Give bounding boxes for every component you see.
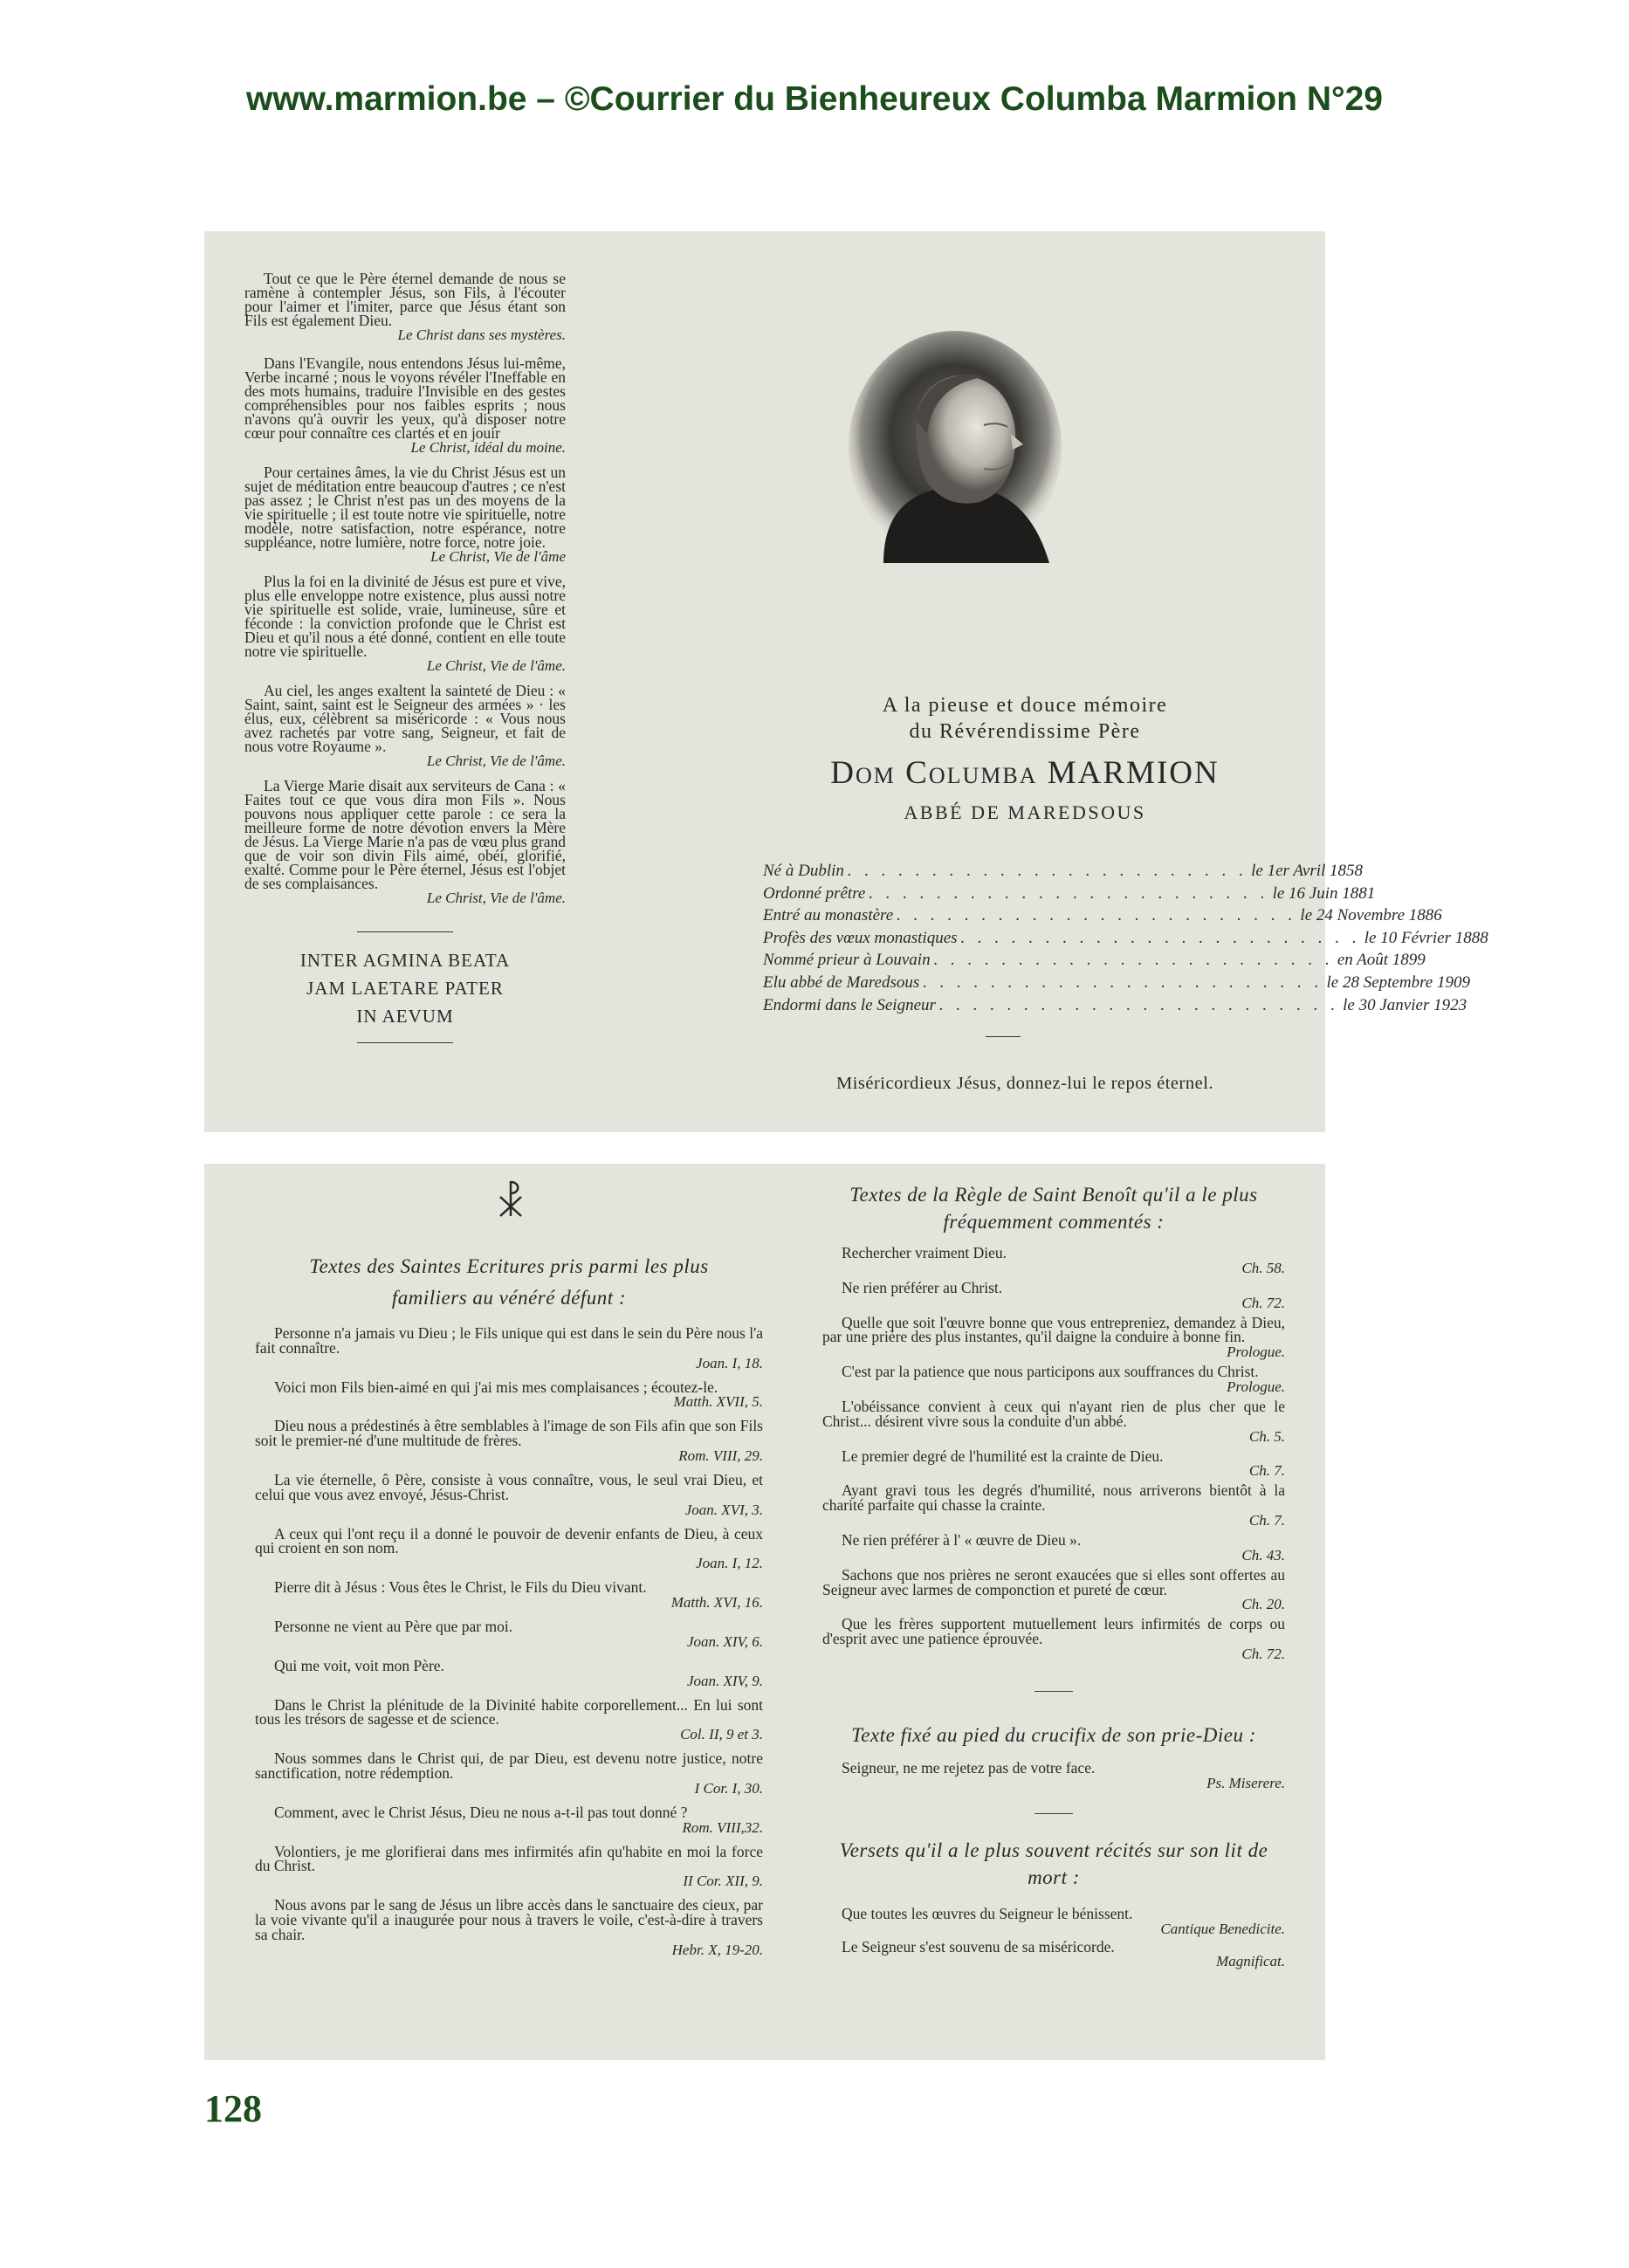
date-value: le 28 Septembre 1909 — [1326, 972, 1470, 992]
scripture-text: La vie éternelle, ô Père, consiste à vous connaître, vous, le seul vrai Dieu, et celui que vous avez envoyé, Jésus-Christ. — [255, 1470, 763, 1503]
motto-line: JAM LAETARE PATER — [306, 978, 504, 999]
dot-leader: . . . . . . . . . . . . . . . . . . . . . . . . — [938, 995, 1340, 1014]
scripture-item — [255, 1419, 763, 1463]
scripture-source: Hebr. X, 19-20. — [671, 1941, 763, 1958]
quote-text: La Vierge Marie disait aux serviteurs de Cana : « Faites tout ce que vous dira mon Fils ». Nous pouvons nous appliquer cette parole : ce sera la meilleure forme de notre dévotion envers la Mère de Jésus. La Vierge Marie n'a pas de vœu plus grand que de voir son divin Fils aimé, obéi, glorifié, exalté. Comme pour le Père éternel, Jésus est l'objet de ses complaisances. — [244, 777, 566, 892]
deceased-name: Dom Columba MARMION — [830, 755, 1220, 791]
rule-item — [822, 1399, 1285, 1444]
quote-text: Dans l'Evangile, nous entendons Jésus lui-même, Verbe incarné ; nous le voyons révéler l'Ineffable en des mots humains, traduire l'Invisible en des gestes compréhensibles pour nos faibles esprits ; nous n'avons qu'à ouvrir les yeux, qu'à disposer notre cœur pour connaître ces clartés et en jouir — [244, 354, 566, 442]
rule-source: Ch. 7. — [1248, 1511, 1285, 1529]
quote-paragraph — [244, 779, 566, 905]
date-row — [763, 927, 1488, 950]
memorial-line-2: du Révérendissime Père — [909, 720, 1141, 743]
verse-text: Que toutes les œuvres du Seigneur le bénissent. — [842, 1904, 1133, 1922]
quote-text: Tout ce que le Père éternel demande de nous se ramène à contempler Jésus, son Fils, à l'écouter pour l'aimer et l'imiter, parce que Jésus étant son Fils est également Dieu. — [244, 270, 566, 329]
scripture-item — [255, 1326, 763, 1371]
rule-source: Ch. 72. — [1241, 1294, 1285, 1311]
closing-prayer: Miséricordieux Jésus, donnez-lui le repos éternel. — [835, 1074, 1214, 1093]
rule-item — [822, 1246, 1285, 1275]
scripture-item — [255, 1656, 763, 1689]
divider — [1034, 1813, 1073, 1814]
scripture-text: Nous avons par le sang de Jésus un libre accès dans le sanctuaire des cieux, par la voie vivante qu'il a inaugurée pour nous à travers le voile, c'est-à-dire à travers sa chair. — [255, 1896, 763, 1943]
scripture-source: I Cor. I, 30. — [694, 1779, 763, 1797]
rule-source: Ch. 72. — [1241, 1645, 1285, 1662]
date-label: Elu abbé de Maredsous — [763, 972, 920, 992]
scripture-item — [255, 1524, 763, 1572]
scripture-text: Dieu nous a prédestinés à être semblables à l'image de son Fils afin que son Fils soit le premier-né d'une multitude de frères. — [255, 1417, 763, 1450]
verse-source: Cantique Benedicite. — [1160, 1920, 1285, 1937]
date-row — [763, 994, 1467, 1017]
quote-paragraph — [244, 356, 566, 455]
rule-text: Sachons que nos prières ne seront exaucées que si elles sont offertes au Seigneur avec larmes de componction et pureté de cœur. — [822, 1565, 1285, 1598]
scripture-text: Qui me voit, voit mon Père. — [274, 1656, 444, 1674]
divider — [986, 1036, 1021, 1037]
scripture-text: Volontiers, je me glorifierai dans mes infirmités afin qu'habite en moi la force du Christ. — [255, 1842, 763, 1875]
memorial-line-1: A la pieuse et douce mémoire — [882, 694, 1168, 717]
quote-source: Le Christ, Vie de l'âme — [430, 548, 566, 565]
memorial-card-back — [204, 1164, 1325, 2060]
quote-paragraph — [244, 574, 566, 673]
date-row — [763, 972, 1470, 994]
scripture-item — [255, 1580, 763, 1610]
scripture-source: Col. II, 9 et 3. — [680, 1726, 763, 1743]
scripture-text: A ceux qui l'ont reçu il a donné le pouvoir de devenir enfants de Dieu, à ceux qui croient en son nom. — [255, 1524, 763, 1557]
rule-text: Le premier degré de l'humilité est la crainte de Dieu. — [842, 1447, 1164, 1465]
rule-text: Ayant gravi tous les degrés d'humilité, nous arriverons bientôt à la charité parfaite qui chasse la crainte. — [822, 1481, 1285, 1515]
rule-text: Ne rien préférer au Christ. — [842, 1278, 1003, 1296]
quote-paragraph — [244, 271, 566, 342]
rule-source: Prologue. — [1227, 1378, 1285, 1395]
scripture-text: Nous sommes dans le Christ qui, de par Dieu, est devenu notre justice, notre sanctification, notre rédemption. — [255, 1749, 763, 1782]
verse-item — [822, 1904, 1285, 1937]
scripture-item — [255, 1619, 763, 1649]
dot-leader: . . . . . . . . . . . . . . . . . . . . . . . . — [897, 906, 1297, 925]
page-number: 128 — [204, 2087, 262, 2130]
rule-source: Ch. 7. — [1248, 1462, 1285, 1480]
crucifix-text: Seigneur, ne me rejetez pas de votre face. — [842, 1758, 1096, 1777]
scripture-source: Joan. I, 12. — [696, 1555, 763, 1572]
rule-source: Ch. 20. — [1241, 1596, 1285, 1613]
portrait-image — [849, 338, 1062, 563]
scripture-item — [255, 1470, 763, 1518]
date-value: le 30 Janvier 1923 — [1343, 995, 1467, 1014]
quote-text: Au ciel, les anges exaltent la sainteté de Dieu : « Saint, saint, saint est le Seigneur des armées » · les élus, eux, célèbrent sa miséricorde : « Vous nous avez rachetés par votre sang, Seigneur, et fait de nous votre Royaume ». — [244, 682, 566, 755]
date-value: le 16 Juin 1881 — [1272, 883, 1376, 903]
scripture-text: Voici mon Fils bien-aimé en qui j'ai mis mes complaisances ; écoutez-le. — [274, 1378, 718, 1396]
date-label: Nommé prieur à Louvain — [763, 951, 931, 970]
dot-leader: . . . . . . . . . . . . . . . . . . . . . . . . — [960, 928, 1361, 947]
rule-text: L'obéissance convient à ceux qui n'ayant rien de plus cher que le Christ... désirent vivre sous la conduite d'un abbé. — [822, 1397, 1285, 1430]
date-value: le 24 Novembre 1886 — [1300, 906, 1442, 925]
scripture-source: II Cor. XII, 9. — [683, 1873, 763, 1890]
motto-line: IN AEVUM — [356, 1006, 454, 1027]
rule-text: Rechercher vraiment Dieu. — [842, 1244, 1007, 1261]
date-row — [763, 904, 1442, 927]
site-header: www.marmion.be – ©Courrier du Bienheureux Columba Marmion N°29 — [246, 80, 1383, 118]
quote-text: Plus la foi en la divinité de Jésus est pure et vive, plus elle enveloppe notre existence, plus aussi notre vie spirituelle est solide, vraie, lumineuse, sûre et féconde : la conviction profonde que le Christ est Dieu et qu'il nous a été donné, contient en elle toute notre vie spirituelle. — [244, 573, 566, 660]
dot-leader: . . . . . . . . . . . . . . . . . . . . . . . . — [933, 951, 1334, 970]
scripture-source: Matth. XVII, 5. — [673, 1393, 763, 1411]
date-row — [763, 860, 1364, 883]
scripture-source: Joan. XIV, 6. — [686, 1632, 763, 1650]
rule-item — [822, 1483, 1285, 1528]
motto-line: INTER AGMINA BEATA — [299, 950, 511, 971]
rule-item — [822, 1449, 1285, 1479]
rule-source: Ch. 5. — [1248, 1427, 1285, 1445]
scripture-source: Rom. VIII, 29. — [678, 1447, 763, 1464]
crucifix-text-item — [822, 1758, 1285, 1791]
divider — [357, 1042, 453, 1043]
verse-source: Magnificat. — [1216, 1953, 1285, 1970]
date-value: le 10 Février 1888 — [1364, 928, 1488, 947]
memorial-card-front — [204, 231, 1488, 1132]
quote-text: Pour certaines âmes, la vie du Christ Jésus est un sujet de méditation entre beaucoup d'autres ; ce n'est pas assez ; le Christ n'est pas un des moyens de la vie spirituelle ; il est toute notre vie spirituelle, notre modèle, notre satisfaction, notre espérance, notre suppléance, notre lumière, notre force, notre joie. — [244, 464, 566, 551]
date-row — [763, 949, 1426, 972]
section-heading: Textes de la Règle de Saint Benoît qu'il a le plus fréquemment commentés : — [849, 1184, 1258, 1233]
scripture-text: Personne n'a jamais vu Dieu ; le Fils unique qui est dans le sein du Père nous l'a fait connaître. — [255, 1324, 763, 1357]
dates-list — [763, 860, 1488, 1016]
rule-text: Quelle que soit l'œuvre bonne que vous entrepreniez, demandez à Dieu, par une prière des plus instantes, qu'il daigne la conduire à bonne fin. — [822, 1313, 1285, 1346]
scripture-source: Rom. VIII,32. — [682, 1818, 763, 1836]
verse-item — [822, 1937, 1285, 1970]
date-label: Profès des vœux monastiques — [763, 928, 958, 947]
rule-item — [822, 1313, 1285, 1361]
quote-source: Le Christ, idéal du moine. — [410, 439, 566, 456]
rule-text: Ne rien préférer à l' « œuvre de Dieu ». — [842, 1530, 1082, 1549]
divider — [1034, 1691, 1073, 1692]
date-label: Entré au monastère — [763, 906, 894, 925]
scripture-item — [255, 1805, 763, 1835]
rule-source: Ch. 43. — [1241, 1546, 1285, 1564]
quote-source: Le Christ dans ses mystères. — [397, 326, 566, 343]
rule-item — [822, 1617, 1285, 1661]
section-heading: Texte fixé au pied du crucifix de son prie-Dieu : — [851, 1723, 1256, 1746]
abbey-title: ABBÉ DE MAREDSOUS — [904, 801, 1146, 823]
chi-rho-icon — [498, 1179, 524, 1218]
quote-paragraph — [244, 684, 566, 768]
quote-source: Le Christ, Vie de l'âme. — [426, 890, 566, 906]
rule-text: C'est par la patience que nous participons aux souffrances du Christ. — [842, 1363, 1259, 1381]
scripture-item — [255, 1751, 763, 1796]
date-value: le 1er Avril 1858 — [1251, 862, 1364, 880]
dot-leader: . . . . . . . . . . . . . . . . . . . . . . . . — [923, 972, 1323, 992]
crucifix-source: Ps. Miserere. — [1206, 1774, 1285, 1791]
quotes-column — [244, 271, 566, 1043]
scripture-source: Matth. XVI, 16. — [670, 1593, 763, 1611]
section-heading: Textes des Saintes Ecritures pris parmi les plus familiers au vénéré défunt : — [309, 1255, 709, 1309]
scripture-source: Joan. I, 18. — [696, 1354, 763, 1371]
scripture-source: Joan. XIV, 9. — [686, 1672, 763, 1689]
rule-item — [822, 1565, 1285, 1613]
quote-source: Le Christ, Vie de l'âme. — [426, 657, 566, 674]
scripture-item — [255, 1898, 763, 1956]
scripture-item — [255, 1695, 763, 1743]
date-label: Ordonné prêtre — [763, 883, 866, 903]
divider — [357, 931, 453, 932]
dot-leader: . . . . . . . . . . . . . . . . . . . . . . . . — [847, 862, 1248, 880]
scripture-item — [255, 1380, 763, 1410]
scripture-text: Dans le Christ la plénitude de la Divinité habite corporellement... En lui sont tous les trésors de sagesse et de science. — [255, 1695, 763, 1728]
rule-item — [822, 1530, 1285, 1564]
scripture-item — [255, 1842, 763, 1890]
verse-text: Le Seigneur s'est souvenu de sa miséricorde. — [842, 1937, 1115, 1955]
quote-paragraph — [244, 465, 566, 564]
dot-leader: . . . . . . . . . . . . . . . . . . . . . . . . — [869, 883, 1269, 903]
section-heading: Versets qu'il a le plus souvent récités sur son lit de mort : — [839, 1838, 1268, 1888]
date-value: en Août 1899 — [1337, 951, 1426, 970]
date-label: Endormi dans le Seigneur — [763, 995, 936, 1014]
scripture-source: Joan. XVI, 3. — [684, 1501, 763, 1518]
rule-text: Que les frères supportent mutuellement leurs infirmités de corps ou d'esprit avec une patience éprouvée. — [822, 1615, 1285, 1648]
scripture-text: Pierre dit à Jésus : Vous êtes le Christ, le Fils du Dieu vivant. — [274, 1578, 647, 1597]
scripture-text: Personne ne vient au Père que par moi. — [274, 1617, 513, 1635]
scripture-text: Comment, avec le Christ Jésus, Dieu ne nous a-t-il pas tout donné ? — [274, 1803, 688, 1821]
rule-source: Prologue. — [1227, 1344, 1285, 1361]
rule-source: Ch. 58. — [1241, 1259, 1285, 1276]
rule-item — [822, 1364, 1285, 1394]
quote-source: Le Christ, Vie de l'âme. — [426, 753, 566, 769]
rule-item — [822, 1278, 1285, 1311]
date-label: Né à Dublin — [763, 862, 844, 880]
date-row — [763, 883, 1376, 905]
